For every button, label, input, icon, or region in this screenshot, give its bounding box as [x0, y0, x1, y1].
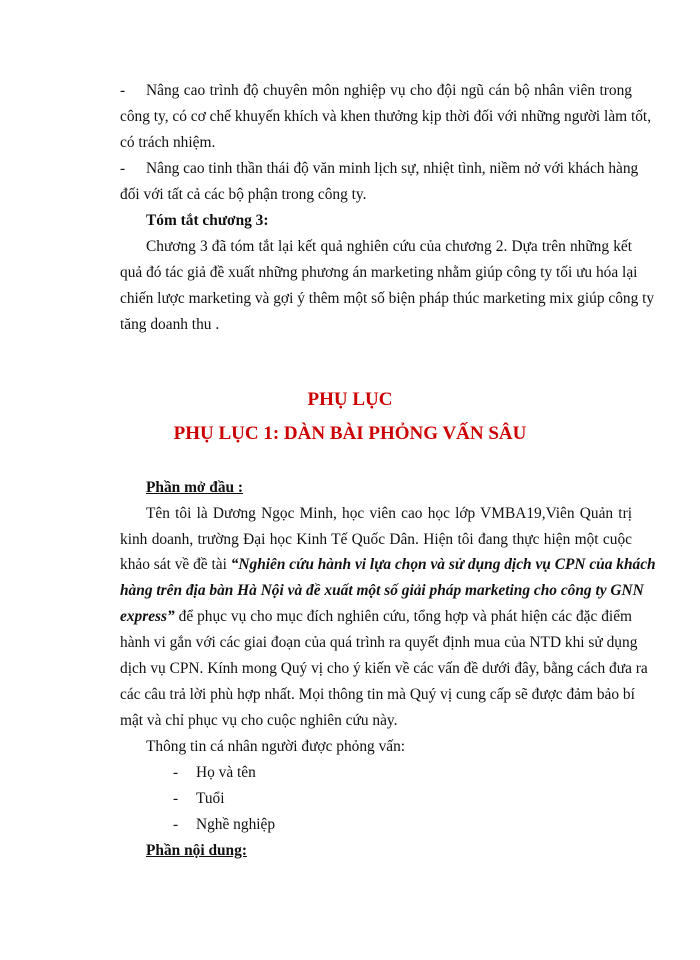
info-item: Họ và tên [196, 764, 256, 781]
summary-title: Tóm tắt chương 3: [146, 212, 269, 229]
intro-line: dịch vụ CPN. Kính mong Quý vị cho ý kiến về các vấn đề dưới đây, bằng cách đưa ra [120, 660, 648, 677]
intro-text: khảo sát về đề tài [120, 556, 231, 573]
intro-line: mật và chỉ phục vụ cho cuộc nghiên cứu này. [120, 712, 398, 729]
bullet-dash: - [120, 82, 126, 99]
intro-line-mixed [120, 555, 656, 575]
summary-line: Chương 3 đã tóm tắt lại kết quả nghiên cứu của chương 2. Dựa trên những kết [146, 238, 632, 255]
info-label: Thông tin cá nhân người được phỏng vấn: [146, 738, 406, 755]
intro-line: hành vi gắn với các giai đoạn của quá trình ra quyết định mua của NTD khi sử dụng [120, 634, 638, 651]
summary-line: tăng doanh thu . [120, 316, 220, 333]
bullet-text: đối với tất cả các bộ phận trong công ty. [120, 186, 367, 203]
bullet-dash: - [120, 160, 126, 177]
bullet-text: công ty, có cơ chế khuyến khích và khen thưởng kịp thời đối với những người làm tốt, [120, 108, 652, 125]
info-item-dash: - [173, 764, 179, 781]
summary-line: chiến lược marketing và gợi ý thêm một số biện pháp thúc marketing mix giúp công ty [120, 290, 655, 307]
appendix-subtitle: PHỤ LỤC 1: DÀN BÀI PHỎNG VẤN SÂU [173, 423, 527, 444]
content-heading: Phần nội dung: [146, 842, 247, 859]
intro-text: để phục vụ cho mục đích nghiên cứu, tổng hợp và phát hiện các đặc điểm [174, 608, 632, 625]
info-item: Tuổi [196, 790, 225, 807]
intro-heading: Phần mở đầu : [146, 479, 244, 496]
intro-line-mixed [120, 607, 632, 627]
appendix-title: PHỤ LỤC [307, 389, 393, 410]
bullet-text: có trách nhiệm. [120, 134, 216, 151]
survey-topic: “Nghiên cứu hành vi lựa chọn và sử dụng dịch vụ CPN của khách [230, 556, 656, 573]
intro-line: Tên tôi là Dương Ngọc Minh, học viên cao học lớp VMBA19,Viên Quản trị [146, 505, 632, 522]
bullet-text: Nâng cao tinh thần thái độ văn minh lịch sự, nhiệt tình, niềm nở với khách hàng [146, 160, 639, 177]
info-item: Nghề nghiệp [196, 816, 276, 833]
survey-topic: hàng trên địa bàn Hà Nội và đề xuất một số giải pháp marketing cho công ty GNN [120, 582, 644, 599]
intro-line: kinh doanh, trường Đại học Kinh Tế Quốc Dân. Hiện tôi đang thực hiện một cuộc [120, 531, 632, 548]
info-item-dash: - [173, 790, 179, 807]
intro-line: các câu trả lời phù hợp nhất. Mọi thông tin mà Quý vị cung cấp sẽ được đảm bảo bí [120, 686, 635, 703]
bullet-text: Nâng cao trình độ chuyên môn nghiệp vụ cho đội ngũ cán bộ nhân viên trong [146, 82, 632, 99]
summary-line: quả đó tác giả đề xuất những phương án marketing nhằm giúp công ty tối ưu hóa lại [120, 264, 638, 281]
survey-topic: express” [120, 608, 175, 625]
info-item-dash: - [173, 816, 179, 833]
